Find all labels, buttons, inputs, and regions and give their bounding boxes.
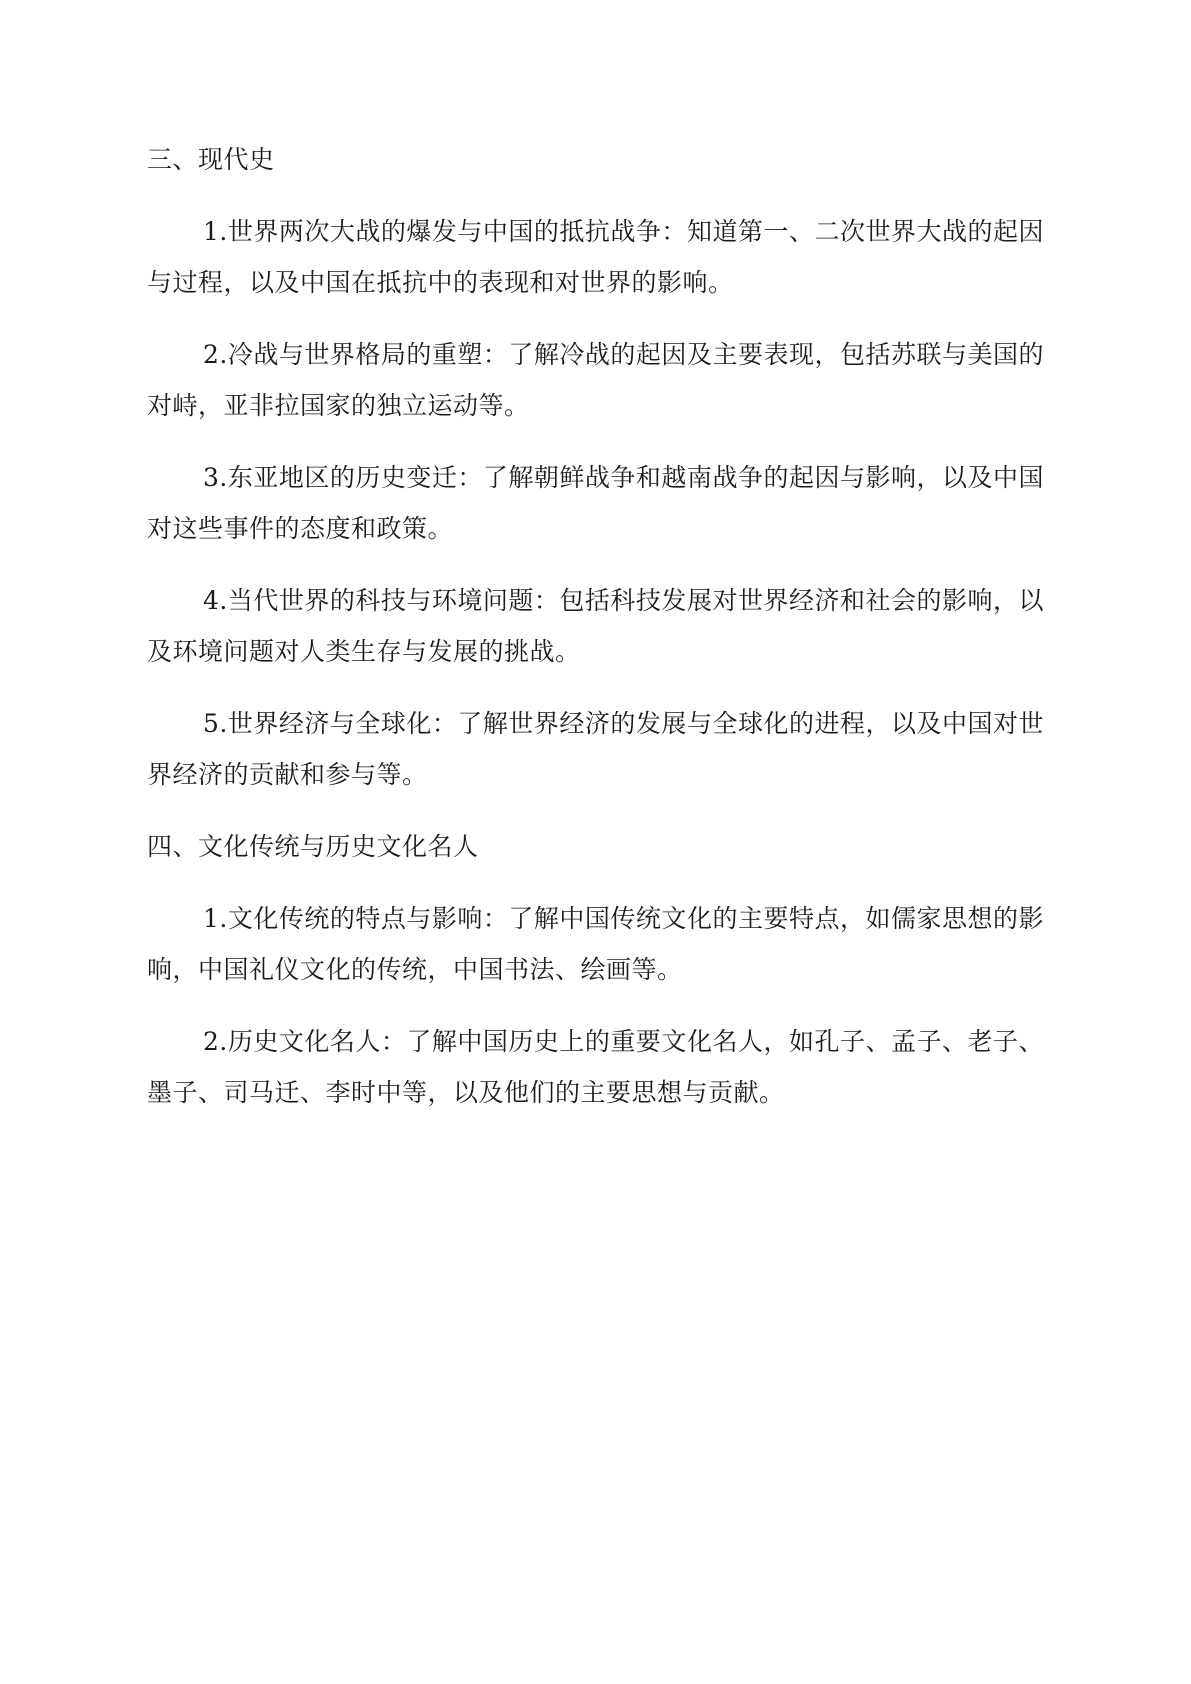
paragraph-globalization: 5.世界经济与全球化：了解世界经济的发展与全球化的进程，以及中国对世界经济的贡献和参与等。	[147, 709, 1044, 789]
paragraph-east-asia: 3.东亚地区的历史变迁：了解朝鲜战争和越南战争的起因与影响，以及中国对这些事件的态度和政策。	[147, 463, 1044, 543]
document-body	[147, 134, 1044, 1139]
paragraph-cultural-figures: 2.历史文化名人：了解中国历史上的重要文化名人，如孔子、孟子、老子、墨子、司马迁、李时中等，以及他们的主要思想与贡献。	[147, 1027, 1044, 1107]
paragraph-cultural-tradition: 1.文化传统的特点与影响：了解中国传统文化的主要特点，如儒家思想的影响，中国礼仪文化的传统，中国书法、绘画等。	[147, 904, 1044, 984]
section-heading-modern-history: 三、现代史	[147, 145, 275, 174]
section-heading-culture: 四、文化传统与历史文化名人	[147, 832, 479, 861]
paragraph-world-wars: 1.世界两次大战的爆发与中国的抵抗战争：知道第一、二次世界大战的起因与过程，以及中国在抵抗中的表现和对世界的影响。	[147, 217, 1044, 297]
paragraph-cold-war: 2.冷战与世界格局的重塑：了解冷战的起因及主要表现，包括苏联与美国的对峙，亚非拉国家的独立运动等。	[147, 340, 1044, 420]
paragraph-tech-environment: 4.当代世界的科技与环境问题：包括科技发展对世界经济和社会的影响，以及环境问题对人类生存与发展的挑战。	[147, 586, 1044, 666]
